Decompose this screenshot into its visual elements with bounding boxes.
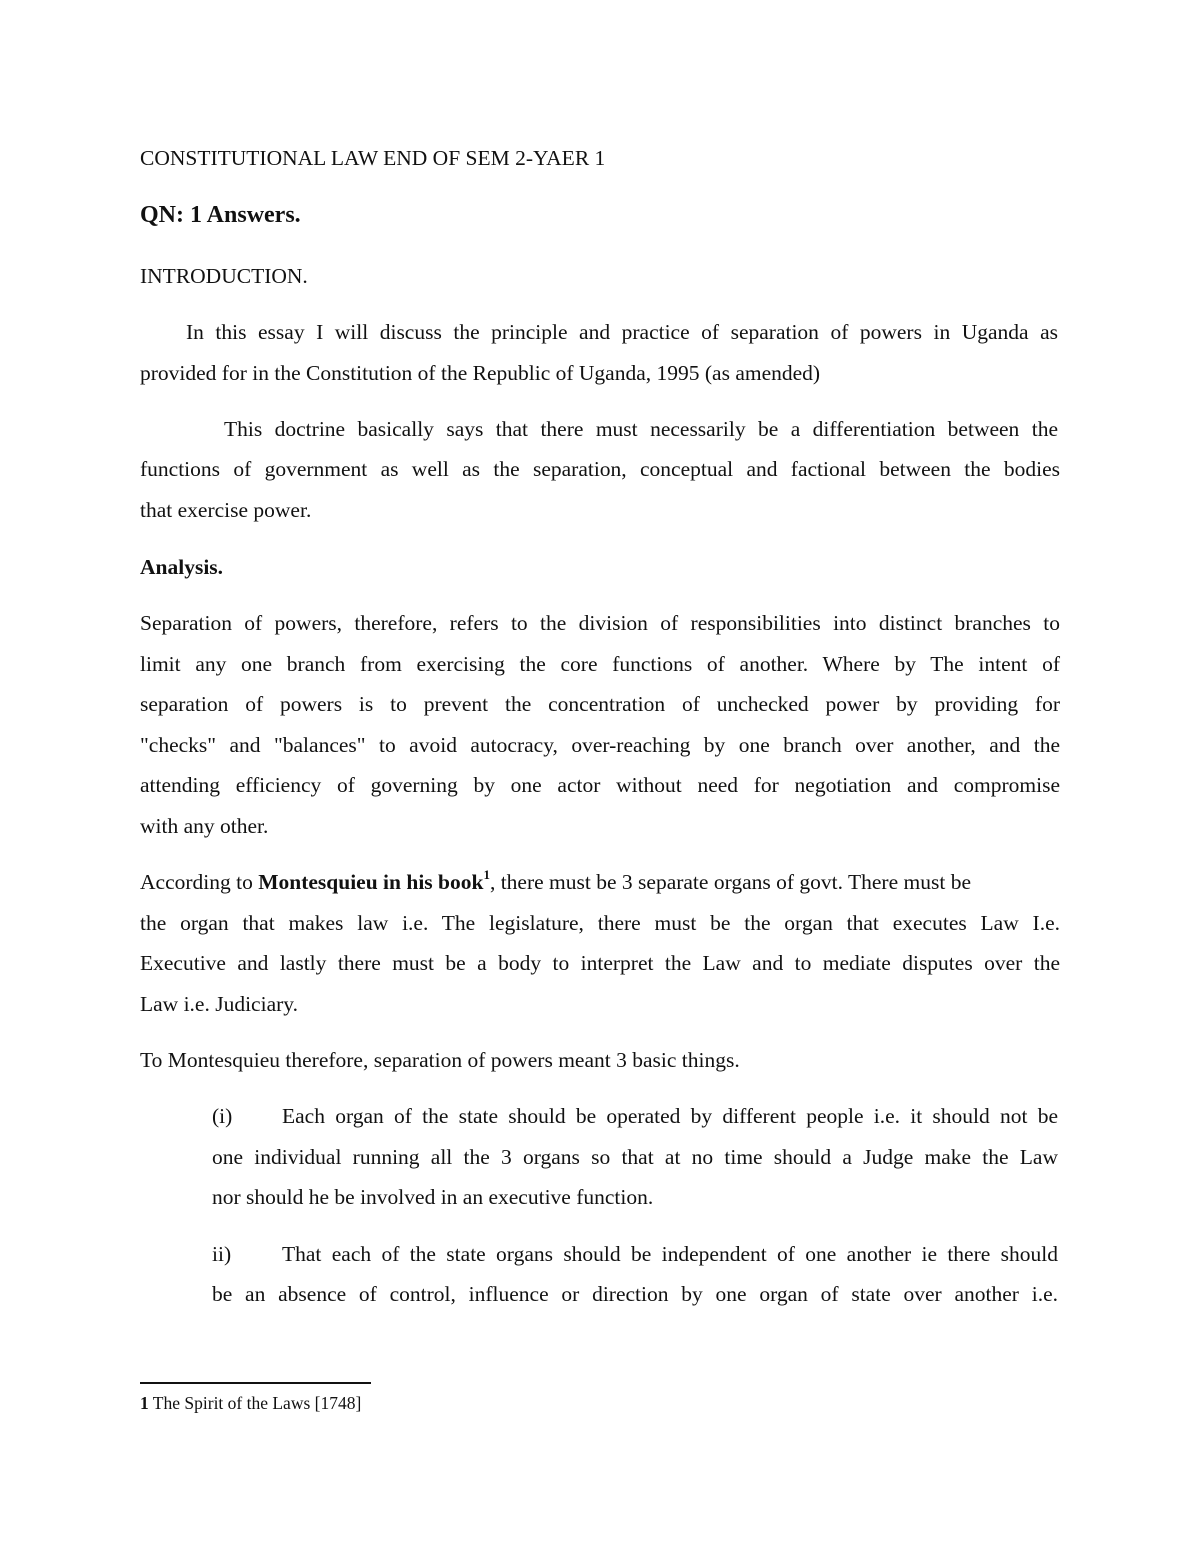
intro-para2-line1: This doctrine basically says that there must necessarily be a differentiation between the bbox=[224, 417, 1058, 441]
list-item-2-line1: That each of the state organs should be independent of one another ie there should bbox=[282, 1242, 1058, 1266]
list-item-2-line2: be an absence of control, influence or direction by one organ of state over another i.e. bbox=[212, 1282, 1058, 1306]
intro-para1-line1: In this essay I will discuss the principle and practice of separation of powers in Uganda as bbox=[186, 320, 1058, 344]
intro-para1-line2: provided for in the Constitution of the Republic of Uganda, 1995 (as amended) bbox=[140, 361, 821, 385]
analysis-line2: limit any one branch from exercising the core functions of another. Where by The intent of bbox=[140, 652, 1060, 676]
list-marker-1: (i) bbox=[212, 1104, 233, 1128]
montesquieu-line4: Law i.e. Judiciary. bbox=[140, 992, 299, 1016]
montesquieu-line1 bbox=[140, 866, 1060, 895]
document-title: CONSTITUTIONAL LAW END OF SEM 2-YAER 1 bbox=[140, 146, 606, 170]
analysis-line6: with any other. bbox=[140, 814, 269, 838]
question-heading: QN: 1 Answers. bbox=[140, 202, 301, 228]
footnote-number: 1 bbox=[140, 1393, 149, 1413]
list-item-1-line2: one individual running all the 3 organs so that at no time should a Judge make the Law bbox=[212, 1145, 1058, 1169]
list-item-1-line1: Each organ of the state should be operated by different people i.e. it should not be bbox=[282, 1104, 1058, 1128]
montesquieu-prefix: According to bbox=[140, 870, 259, 894]
montesquieu-suffix: , there must be 3 separate organs of govt. There must be bbox=[489, 870, 971, 894]
footnote-separator bbox=[140, 1382, 371, 1384]
footnote-text: The Spirit of the Laws [1748] bbox=[148, 1393, 362, 1413]
footnote-reference[interactable]: 1 bbox=[483, 866, 490, 882]
summary-line: To Montesquieu therefore, separation of powers meant 3 basic things. bbox=[140, 1048, 740, 1072]
intro-para2-line2: functions of government as well as the separation, conceptual and factional between the bodies bbox=[140, 457, 1060, 481]
intro-para2-line3: that exercise power. bbox=[140, 498, 312, 522]
analysis-line3: separation of powers is to prevent the concentration of unchecked power by providing for bbox=[140, 692, 1060, 716]
analysis-line5: attending efficiency of governing by one actor without need for negotiation and compromise bbox=[140, 773, 1060, 797]
introduction-heading: INTRODUCTION. bbox=[140, 264, 308, 288]
analysis-heading: Analysis. bbox=[140, 555, 224, 579]
analysis-line4: "checks" and "balances" to avoid autocracy, over-reaching by one branch over another, and the bbox=[140, 733, 1060, 757]
montesquieu-line2: the organ that makes law i.e. The legislature, there must be the organ that executes Law I.e. bbox=[140, 911, 1060, 935]
analysis-line1: Separation of powers, therefore, refers to the division of responsibilities into distinct branches to bbox=[140, 611, 1060, 635]
footnote bbox=[140, 1392, 361, 1414]
montesquieu-bold-ref: Montesquieu in his book bbox=[258, 870, 484, 894]
montesquieu-line3: Executive and lastly there must be a body to interpret the Law and to mediate disputes over the bbox=[140, 951, 1060, 975]
list-marker-2: ii) bbox=[212, 1242, 232, 1266]
list-item-1-line3: nor should he be involved in an executive function. bbox=[212, 1185, 654, 1209]
